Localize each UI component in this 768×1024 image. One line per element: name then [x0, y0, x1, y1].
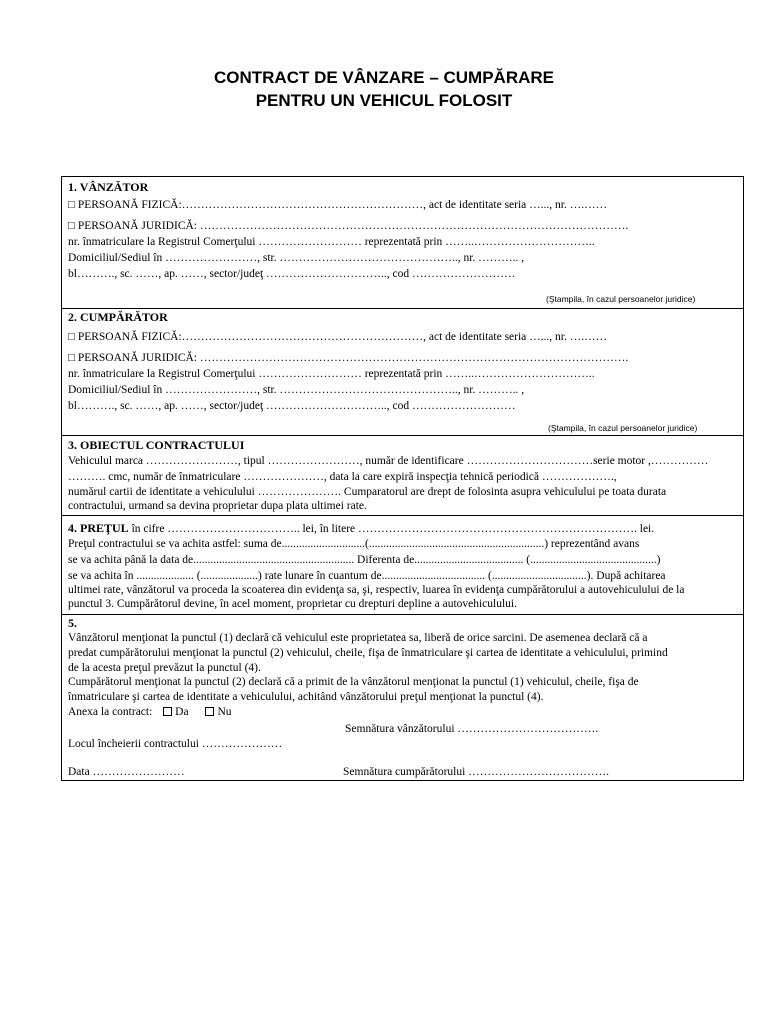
section-vanzator [61, 176, 744, 309]
pret-avans-line[interactable]: Preţul contractului se va achita astfel: suma de.............................(.............................................................) reprezentând avans [68, 538, 640, 550]
pret-diferenta-line[interactable]: se va achita până la data de........................................................ Diferenta de...................................... (............................................) [68, 554, 661, 566]
checkbox-nu[interactable] [205, 707, 214, 716]
anexa-da-label: Da [175, 706, 189, 718]
adresa-line[interactable]: bl………., sc. ……, ap. ……, sector/judeţ ………………………….., cod ……………………… [68, 400, 516, 412]
pret-rate-line[interactable]: se va achita în .................... (....................) rate lunare în cuantum de.................................... (.................................). După achitarea [68, 570, 666, 582]
section-heading: 4. PREŢUL [68, 521, 129, 535]
anexa-line [68, 705, 739, 719]
inmatriculare-line[interactable]: ………. cmc, număr de înmatriculare …………………, data la care expiră inspecţia tehnică periodică ………………., [68, 471, 617, 483]
section-heading: 5. [68, 616, 77, 630]
section-obiect [61, 435, 744, 516]
document-subtitle: PENTRU UN VEHICUL FOLOSIT [255, 91, 513, 110]
document-title: CONTRACT DE VÂNZARE – CUMPĂRARE [213, 68, 554, 87]
pret-text-line: punctul 3. Cumpărătorul devine, în acel moment, proprietar cu drepturi depline a autovehiculului. [68, 598, 517, 610]
declaratie-line: Cumpărătorul menţionat la punctul (2) declară că a primit de la vânzătorul menţionat la punctul (1) vehiculul, cheile, fişa de [68, 676, 639, 688]
pret-text-line: ultimei rate, vânzătorul va proceda la scoaterea din evidenţa sa, şi, respectiv, luarea în evidenţa cumpărătorului a autovehiculului de la [68, 584, 685, 596]
vehicul-marca-line[interactable]: Vehiculul marca ……………………, tipul ……………………, număr de identificare ……………………………serie motor ,…………… [68, 455, 709, 467]
pret-cifre-litere[interactable]: în cifre …………………………….. lei, în litere ………………………………………………………………. lei. [128, 523, 655, 535]
declaratie-line: Vânzătorul menţionat la punctul (1) declară că vehiculul este proprietatea sa, liberă de orice sarcini. De asemenea declară că a [68, 632, 648, 644]
section-pret [61, 515, 744, 615]
stamp-note: (Ştampila, în cazul persoanelor juridice) [548, 423, 698, 433]
stamp-note: (Ştampila, în cazul persoanelor juridice) [546, 294, 696, 304]
data-line[interactable]: Data …………………… [68, 766, 185, 778]
section-heading: 1. VÂNZĂTOR [68, 180, 149, 194]
anexa-label: Anexa la contract: [68, 706, 153, 718]
anexa-nu-option[interactable] [205, 706, 231, 718]
declaratie-line: înmatriculare şi cartea de identitate a vehiculului, achitând vânzătorului preţul menţionat la punctul (4). [68, 691, 544, 703]
section-cumparator [61, 308, 744, 436]
section-heading: 2. CUMPĂRĂTOR [68, 310, 168, 324]
anexa-nu-label: Nu [217, 706, 232, 718]
pret-heading-line[interactable] [68, 521, 739, 536]
section-heading: 3. OBIECTUL CONTRACTULUI [68, 438, 245, 452]
persoana-juridica-line[interactable]: □ PERSOANĂ JURIDICĂ: …………………………………………………………………………………………………. [68, 352, 629, 364]
carte-identitate-line[interactable]: numărul cartii de identitate a vehiculului …………………. Cumparatorul are drept de folosinta asupra vehiculului pe toata durata [68, 486, 667, 498]
persoana-fizica-line[interactable]: □ PERSOANĂ FIZICĂ:………………………………………………………, act de identitate seria …..., nr. ….…… [68, 199, 608, 211]
declaratie-line: predat cumpărătorului menţionat la punctul (2) vehiculul, cheile, fişa de înmatriculare şi cartea de identitate a vehiculului, primind [68, 647, 668, 659]
persoana-juridica-line[interactable]: □ PERSOANĂ JURIDICĂ: …………………………………………………………………………………………………. [68, 220, 629, 232]
anexa-da-option[interactable] [163, 706, 188, 718]
semnatura-vanzator[interactable]: Semnătura vânzătorului ………………………………. [345, 723, 599, 735]
domiciliu-line[interactable]: Domiciliul/Sediul în ……………………, str. ……………………………………….., nr. ……….. , [68, 252, 525, 264]
checkbox-da[interactable] [163, 707, 172, 716]
proprietar-line: contractului, urmand sa devina proprietar dupa plata ultimei rate. [68, 500, 367, 512]
adresa-line[interactable]: bl………., sc. ……, ap. ……, sector/judeţ ………………………….., cod ……………………… [68, 268, 516, 280]
locul-incheierii[interactable]: Locul încheierii contractului ………………… [68, 738, 283, 750]
registru-line[interactable]: nr. înmatriculare la Registrul Comerţului ……………………… reprezentată prin ……..………………………….. [68, 236, 595, 248]
semnatura-cumparator[interactable]: Semnătura cumpărătorului ………………………………. [343, 766, 610, 778]
domiciliu-line[interactable]: Domiciliul/Sediul în ……………………, str. ……………………………………….., nr. ……….. , [68, 384, 525, 396]
declaratie-line: de la acesta preţul prevăzut la punctul (4). [68, 662, 261, 674]
persoana-fizica-line[interactable]: □ PERSOANĂ FIZICĂ:………………………………………………………, act de identitate seria …..., nr. ….…… [68, 331, 608, 343]
section-declaratii [61, 614, 744, 781]
registru-line[interactable]: nr. înmatriculare la Registrul Comerţului ……………………… reprezentată prin ……..………………………….. [68, 368, 595, 380]
